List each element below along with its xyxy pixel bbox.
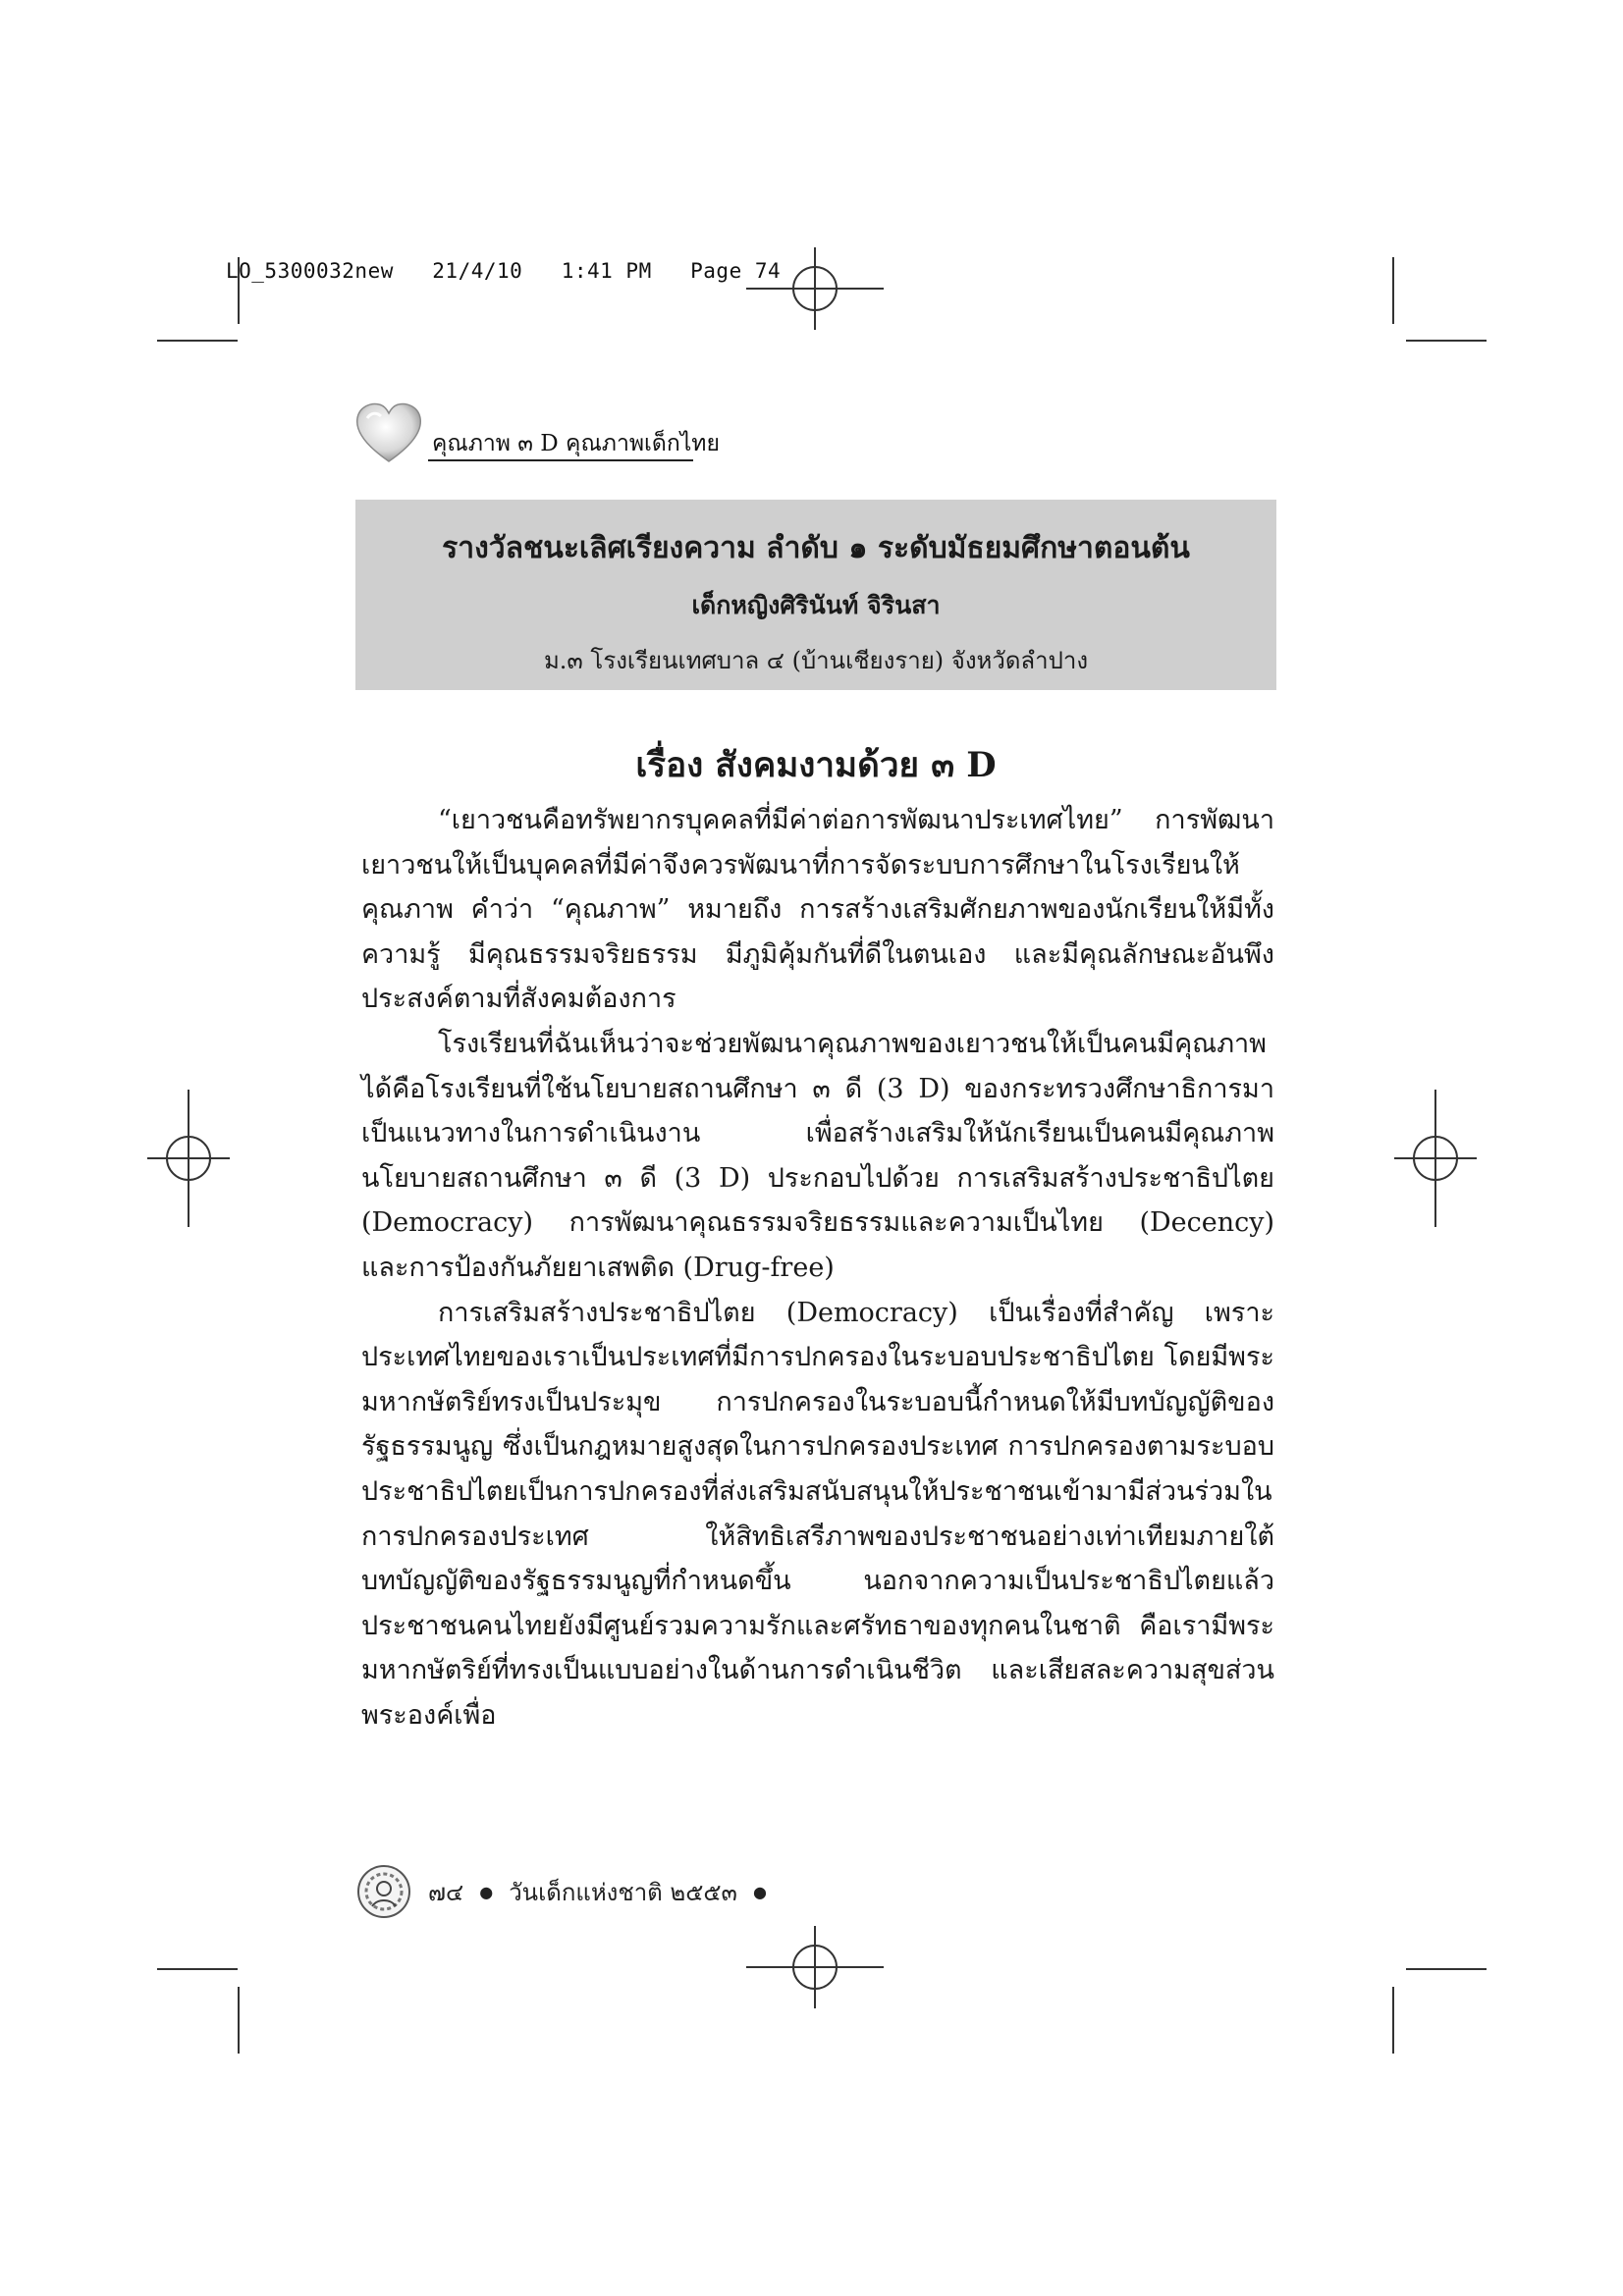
page-number: ๗๔ [428, 1878, 464, 1906]
running-head-rule [428, 459, 693, 461]
crop-mark [157, 1968, 238, 1970]
award-recipient: เด็กหญิงศิรินันท์ จิรินสา [691, 591, 941, 619]
crop-mark [1406, 340, 1487, 342]
paragraph: การเสริมสร้างประชาธิปไตย (Democracy) เป็นเรื่องที่สำคัญ เพราะประเทศไทยของเราเป็นประเทศที่มีการปกครองในระบอบประชาธิปไตย โดยมีพระมหากษัตริย์ทรงเป็นประมุข การปกครองในระบอบนี้กำหนดให้มีบทบัญญัติของรัฐธรรมนูญ ซึ่งเป็นกฎหมายสูงสุดในการปกครองประเทศ การปกครองตามระบอบประชาธิปไตยเป็นการปกครองที่ส่งเสริมสนับสนุนให้ประชาชนเข้ามามีส่วนร่วมในการปกครองประเทศ ให้สิทธิเสรีภาพของประชาชนอย่างเท่าเทียมภายใต้บทบัญญัติของรัฐธรรมนูญที่กำหนดขึ้น นอกจากความเป็นประชาธิปไตยแล้ว ประชาชนคนไทยยังมีศูนย์รวมความรักและศรัทธาของทุกคนในชาติ คือเรามีพระมหากษัตริย์ที่ทรงเป็นแบบอย่างในด้านการดำเนินชีวิต และเสียสละความสุขส่วนพระองค์เพื่อ [361, 1297, 1274, 1731]
bullet: ● [752, 1882, 767, 1901]
page-footer [355, 1862, 767, 1921]
heart-emblem-icon [353, 400, 424, 465]
crop-mark [1406, 1968, 1487, 1970]
award-school: ม.๓ โรงเรียนเทศบาล ๔ (บ้านเชียงราย) จังหวัดลำปาง [543, 647, 1089, 674]
paragraph: โรงเรียนที่ฉันเห็นว่าจะช่วยพัฒนาคุณภาพของเยาวชนให้เป็นคนมีคุณภาพได้คือโรงเรียนที่ใช้นโยบายสถานศึกษา ๓ ดี (3 D) ของกระทรวงศึกษาธิการมาเป็นแนวทางในการดำเนินงาน เพื่อสร้างเสริมให้นักเรียนเป็นคนมีคุณภาพ นโยบายสถานศึกษา ๓ ดี (3 D) ประกอบไปด้วย การเสริมสร้างประชาธิปไตย (Democracy) การพัฒนาคุณธรรมจริยธรรมและความเป็นไทย (Decency) และการป้องกันภัยยาเสพติด (Drug-free) [361, 1028, 1274, 1283]
crop-mark [157, 340, 238, 342]
essay-body [361, 798, 1274, 1737]
crop-mark [238, 1987, 240, 2054]
registration-mark-icon [746, 1926, 884, 2008]
registration-mark-icon [147, 1090, 230, 1227]
running-head: คุณภาพ ๓ D คุณภาพเด็กไทย [432, 431, 720, 456]
award-box [355, 500, 1276, 690]
bullet: ● [479, 1882, 494, 1901]
registration-mark-icon [1394, 1090, 1477, 1227]
crop-mark [1392, 1987, 1394, 2054]
publication-name: วันเด็กแห่งชาติ ๒๕๕๓ [509, 1878, 737, 1906]
printer-slug: LO_5300032new 21/4/10 1:41 PM Page 74 [226, 259, 782, 283]
award-title: รางวัลชนะเลิศเรียงความ ลำดับ ๑ ระดับมัธยมศึกษาตอนต้น [442, 531, 1190, 565]
children-day-emblem-icon [355, 1863, 412, 1920]
essay-title: เรื่อง สังคมงามด้วย ๓ D [635, 745, 997, 785]
paragraph: “เยาวชนคือทรัพยากรบุคคลที่มีค่าต่อการพัฒนาประเทศไทย” การพัฒนาเยาวชนให้เป็นบุคคลที่มีค่าจึงควรพัฒนาที่การจัดระบบการศึกษาในโรงเรียนให้คุณภาพ คำว่า “คุณภาพ” หมายถึง การสร้างเสริมศักยภาพของนักเรียนให้มีทั้งความรู้ มีคุณธรรมจริยธรรม มีภูมิคุ้มกันที่ดีในตนเอง และมีคุณลักษณะอันพึงประสงค์ตามที่สังคมต้องการ [361, 805, 1274, 1015]
crop-mark [1392, 257, 1394, 324]
